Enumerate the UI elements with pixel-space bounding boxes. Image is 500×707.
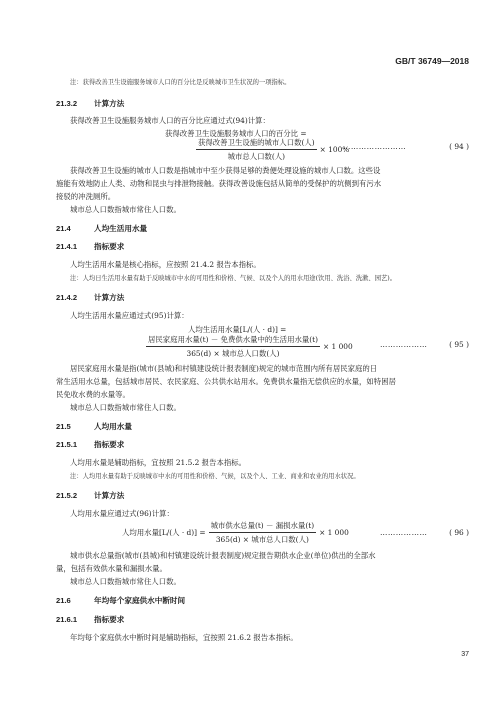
section-number: 21.5.1	[56, 440, 78, 449]
section-title: 人均用水量	[94, 422, 132, 431]
section-title: 计算方法	[94, 491, 125, 500]
paragraph-line: 常生活用水总量，包括城市居民、农民家庭、公共供水站用水。免费供水量指无偿供应的水量，如特困居	[56, 377, 396, 386]
paragraph-line: 接驳的冲洗厕所。	[56, 192, 116, 201]
leader-dots: ………………	[380, 528, 428, 537]
formula-intro-94: 获得改善卫生设施服务城市人口的百分比应通过式(94)计算：	[70, 116, 270, 125]
paragraph-line: 城市总人口数指城市常住人口数。	[70, 403, 181, 412]
paragraph-line: 量，包括有效供水量和漏损水量。	[56, 564, 167, 573]
equation-94-leader	[343, 142, 406, 151]
equation-94-number: ( 94 )	[449, 142, 469, 151]
equation-95-lhs: 人均生活用水量[L/(人 · d)] =	[188, 325, 287, 334]
section-title: 计算方法	[94, 293, 125, 302]
paragraph-line: 获得改善卫生设施的城市人口数是指城市中至少获得足够的粪便处理设施的城市人口数。这些设	[70, 166, 381, 175]
formula-intro-96: 人均用水量应通过式(96)计算：	[70, 509, 174, 518]
multiplier: × 1 000	[319, 528, 349, 537]
standard-number: GB/T 36749—2018	[395, 56, 469, 66]
denominator: 365(d) × 城市总人口数(人)	[215, 535, 309, 544]
paragraph-line: 人均生活用水量是核心指标，应按照 21.4.2 报告本指标。	[70, 260, 261, 269]
heading-21-5-1	[56, 439, 124, 450]
section-title: 指标要求	[94, 615, 125, 624]
heading-21-6-1	[56, 614, 124, 625]
equation-96-leader	[380, 528, 427, 537]
heading-21-4-1	[56, 241, 124, 252]
equation-95-leader	[380, 340, 427, 349]
section-title: 指标要求	[94, 440, 125, 449]
paragraph-line: 城市供水总量指(城市(县城)和村镇建设统计报表制度)规定报告期供水企业(单位)供出的全部水	[70, 551, 376, 560]
equation-94	[196, 137, 349, 162]
heading-21-4-2	[56, 292, 124, 303]
paragraph-line: 年均每个家庭供水中断时间是辅助指标，宜按照 21.6.2 报告本指标。	[70, 633, 298, 642]
paragraph-line: 城市总人口数指城市常住人口数。	[70, 577, 181, 586]
note-domestic-water: 注：人均日生活用水量有助于反映城市中水的可用性和价格、气候、以及个人的用水用途(饮用、洗浴、洗漱、园艺)。	[70, 275, 397, 282]
equation-96	[122, 520, 349, 545]
numerator: 获得改善卫生设施的城市人口数(人)	[196, 137, 317, 150]
paragraph-line: 人均用水量是辅助指标，宜按照 21.5.2 报告本指标。	[70, 458, 247, 467]
section-number: 21.6	[56, 596, 71, 605]
numerator: 居民家庭用水量(t) － 免费供水量中的生活用水量(t)	[146, 334, 320, 347]
fraction-96	[209, 520, 316, 545]
section-number: 21.5	[56, 422, 71, 431]
leader-dots: ………………	[380, 340, 428, 349]
fraction-94	[196, 137, 317, 162]
section-number: 21.4.2	[56, 293, 78, 302]
heading-21-4	[56, 223, 147, 234]
numerator: 城市供水总量(t) － 漏损水量(t)	[209, 520, 316, 533]
section-title: 年均每个家庭供水中断时间	[94, 596, 186, 605]
multiplier: × 100%	[319, 145, 350, 154]
heading-21-6	[56, 595, 185, 606]
heading-21-5	[56, 421, 132, 432]
heading-21-3-2	[56, 98, 124, 109]
note-water-use: 注：人均用水量有助于反映城市中水的可用性和价格、气候，以及个人、工业、商业和农业的用水状况。	[70, 473, 360, 480]
section-number: 21.3.2	[56, 99, 78, 108]
leader-dots: ……………………	[343, 142, 407, 151]
page-number: 37	[461, 651, 469, 658]
equation-96-number: ( 96 )	[449, 528, 469, 537]
equation-95-number: ( 95 )	[449, 340, 469, 349]
section-title: 指标要求	[94, 242, 125, 251]
equation-94-lhs: 获得改善卫生设施服务城市人口的百分比 =	[165, 129, 307, 138]
formula-intro-95: 人均生活用水量应通过式(95)计算：	[70, 311, 189, 320]
multiplier: × 1 000	[323, 342, 353, 351]
paragraph-line: 民免收水费的水量等。	[56, 390, 130, 399]
note-sanitation: 注：获得改善卫生设施服务城市人口的百分比是反映城市卫生状况的一项指标。	[70, 79, 291, 86]
section-title: 人均生活用水量	[94, 224, 148, 233]
section-number: 21.5.2	[56, 491, 78, 500]
heading-21-5-2	[56, 490, 124, 501]
section-title: 计算方法	[94, 99, 125, 108]
denominator: 城市总人口数(人)	[227, 152, 286, 161]
section-number: 21.6.1	[56, 615, 78, 624]
paragraph-line: 城市总人口数指城市常住人口数。	[70, 205, 181, 214]
denominator: 365(d) × 城市总人口数(人)	[186, 349, 280, 358]
fraction-95	[146, 334, 320, 359]
section-number: 21.4	[56, 224, 71, 233]
paragraph-line: 居民家庭用水量是指(城市(县城)和村镇建设统计报表制度)规定的城市范围内所有居民家庭的日	[70, 364, 378, 373]
section-number: 21.4.1	[56, 242, 78, 251]
equation-96-lhs: 人均用水量[L/(人 · d)] =	[122, 528, 206, 537]
paragraph-line: 施能有效地防止人类、动物和昆虫与排泄物接触。获得改善设施包括从简单的受保护的坑侧到有污水	[56, 179, 382, 188]
equation-95	[146, 334, 353, 359]
